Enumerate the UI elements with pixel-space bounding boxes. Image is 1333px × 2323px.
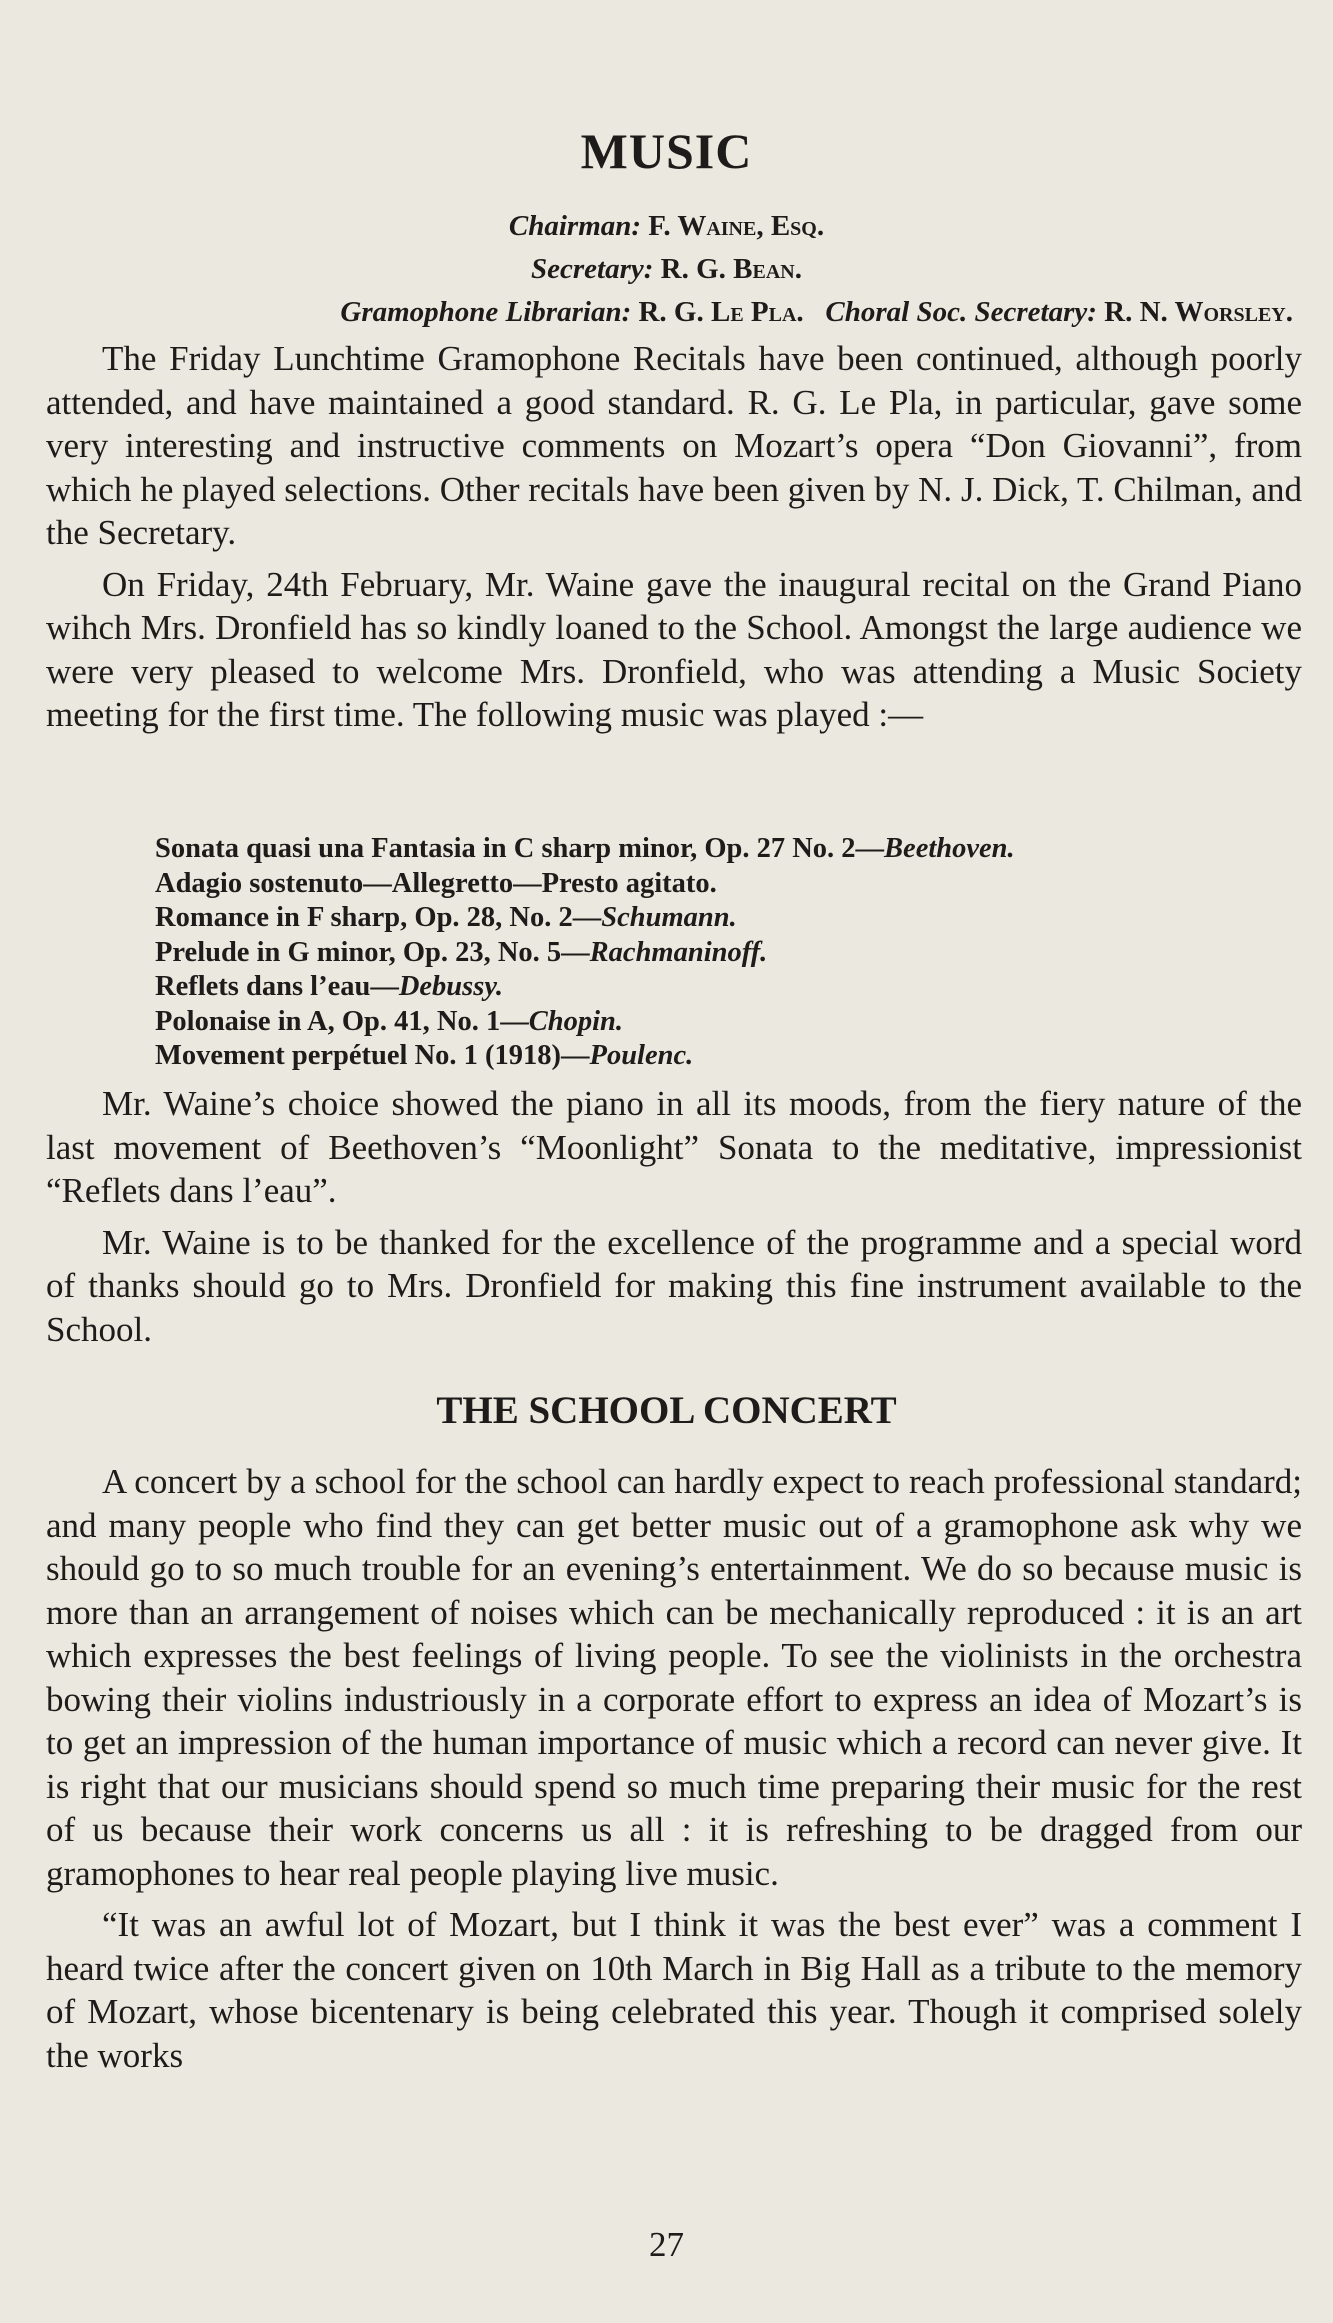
officer-line-secretary xyxy=(0,248,1333,291)
piece-title: Movement perpétuel No. 1 (1918)— xyxy=(155,1040,590,1071)
officer-name: R. G. Bean. xyxy=(660,253,802,285)
page-title: MUSIC xyxy=(580,123,753,179)
programme-item xyxy=(155,1005,1305,1040)
programme-item xyxy=(155,901,1305,936)
piece-title: Reflets dans l’eau— xyxy=(155,971,399,1002)
page-number: 27 xyxy=(649,2225,684,2264)
composer-name: Poulenc. xyxy=(589,1040,694,1071)
paragraph: On Friday, 24th February, Mr. Waine gave the inaugural recital on the Grand Piano wihch Mrs. Dronfield has so kindly loaned to the School. Amongst the large audience we were very pleased to welcome Mrs. Dronfield, who was attending a Music Society meeting for the first time. The following music was played :— xyxy=(46,564,1302,734)
programme-list xyxy=(155,832,1305,1074)
officer-role: Secretary: xyxy=(531,253,654,285)
officer-line-librarians xyxy=(0,291,1333,334)
officer-name: F. Waine, Esq. xyxy=(648,210,825,242)
composer-name: Chopin. xyxy=(528,1005,623,1037)
officers-block xyxy=(0,205,1333,334)
programme-item xyxy=(155,832,1305,867)
paragraph: A concert by a school for the school can hardly expect to reach professional standard; and many people who find they can get better music out of a gramophone ask why we should go to so much trouble for an evening’s entertainment. We do so because music is more than an arrangement of noises which can be mechanically reproduced : it is an art which expresses the best feelings of living people. To see the violinists in the orchestra bowing their violins industriously in a corporate effort to express an idea of Mozart’s is to get an impression of the human importance of music which a record can never give. It is right that our musicians should spend so much time preparing their music for the rest of us because their work concerns us all : it is refreshing to be dragged from our gramophones to hear real people playing live music. xyxy=(46,1462,1302,1893)
piece-title: Adagio sostenuto—Allegretto—Presto agitato. xyxy=(155,867,717,899)
programme-item xyxy=(155,867,1305,902)
composer-name: Schumann. xyxy=(601,902,737,933)
paragraph: Mr. Waine is to be thanked for the excellence of the programme and a special word of thanks should go to Mrs. Dronfield for making this fine instrument available to the School. xyxy=(46,1222,1302,1349)
paragraph: Mr. Waine’s choice showed the piano in all its moods, from the fiery nature of the last movement of Beethoven’s “Moonlight” Sonata to the meditative, impressionist “Reflets dans l’eau”. xyxy=(46,1084,1302,1210)
piece-title: Romance in F sharp, Op. 28, No. 2— xyxy=(155,902,602,933)
paragraph: The Friday Lunchtime Gramophone Recitals have been continued, although poorly attended, and have maintained a good standard. R. G. Le Pla, in particular, gave some very interesting and instructive comments on Mozart’s opera “Don Giovanni”, from which he played selections. Other recitals have been given by N. J. Dick, T. Chilman, and the Secretary. xyxy=(46,339,1302,552)
programme-item xyxy=(155,970,1305,1005)
piece-title: Polonaise in A, Op. 41, No. 1— xyxy=(155,1005,529,1037)
officer-line-chairman xyxy=(0,205,1333,248)
piece-title: Sonata quasi una Fantasia in C sharp minor, Op. 27 No. 2— xyxy=(155,833,885,864)
body-section-3 xyxy=(46,1460,1302,2085)
body-section-1 xyxy=(46,337,1302,745)
programme-item xyxy=(155,936,1305,971)
officer-role: Gramophone Librarian: xyxy=(340,296,632,328)
body-section-2 xyxy=(46,1082,1302,1359)
section-heading: THE SCHOOL CONCERT xyxy=(436,1389,897,1432)
officer-name: R. G. Le Pla. xyxy=(638,296,804,328)
officer-name: R. N. Worsley. xyxy=(1104,296,1293,328)
programme-item xyxy=(155,1039,1305,1074)
officer-role: Choral Soc. Secretary: xyxy=(825,296,1097,328)
composer-name: Debussy. xyxy=(398,971,504,1002)
piece-title: Prelude in G minor, Op. 23, No. 5— xyxy=(155,936,590,968)
composer-name: Rachmaninoff. xyxy=(589,936,768,968)
composer-name: Beethoven. xyxy=(884,833,1015,864)
officer-role: Chairman: xyxy=(508,210,642,242)
paragraph: “It was an awful lot of Mozart, but I think it was the best ever” was a comment I heard twice after the concert given on 10th March in Big Hall as a tribute to the memory of Mozart, whose bicentenary is being celebrated this year. Though it comprised solely the works xyxy=(46,1905,1302,2075)
